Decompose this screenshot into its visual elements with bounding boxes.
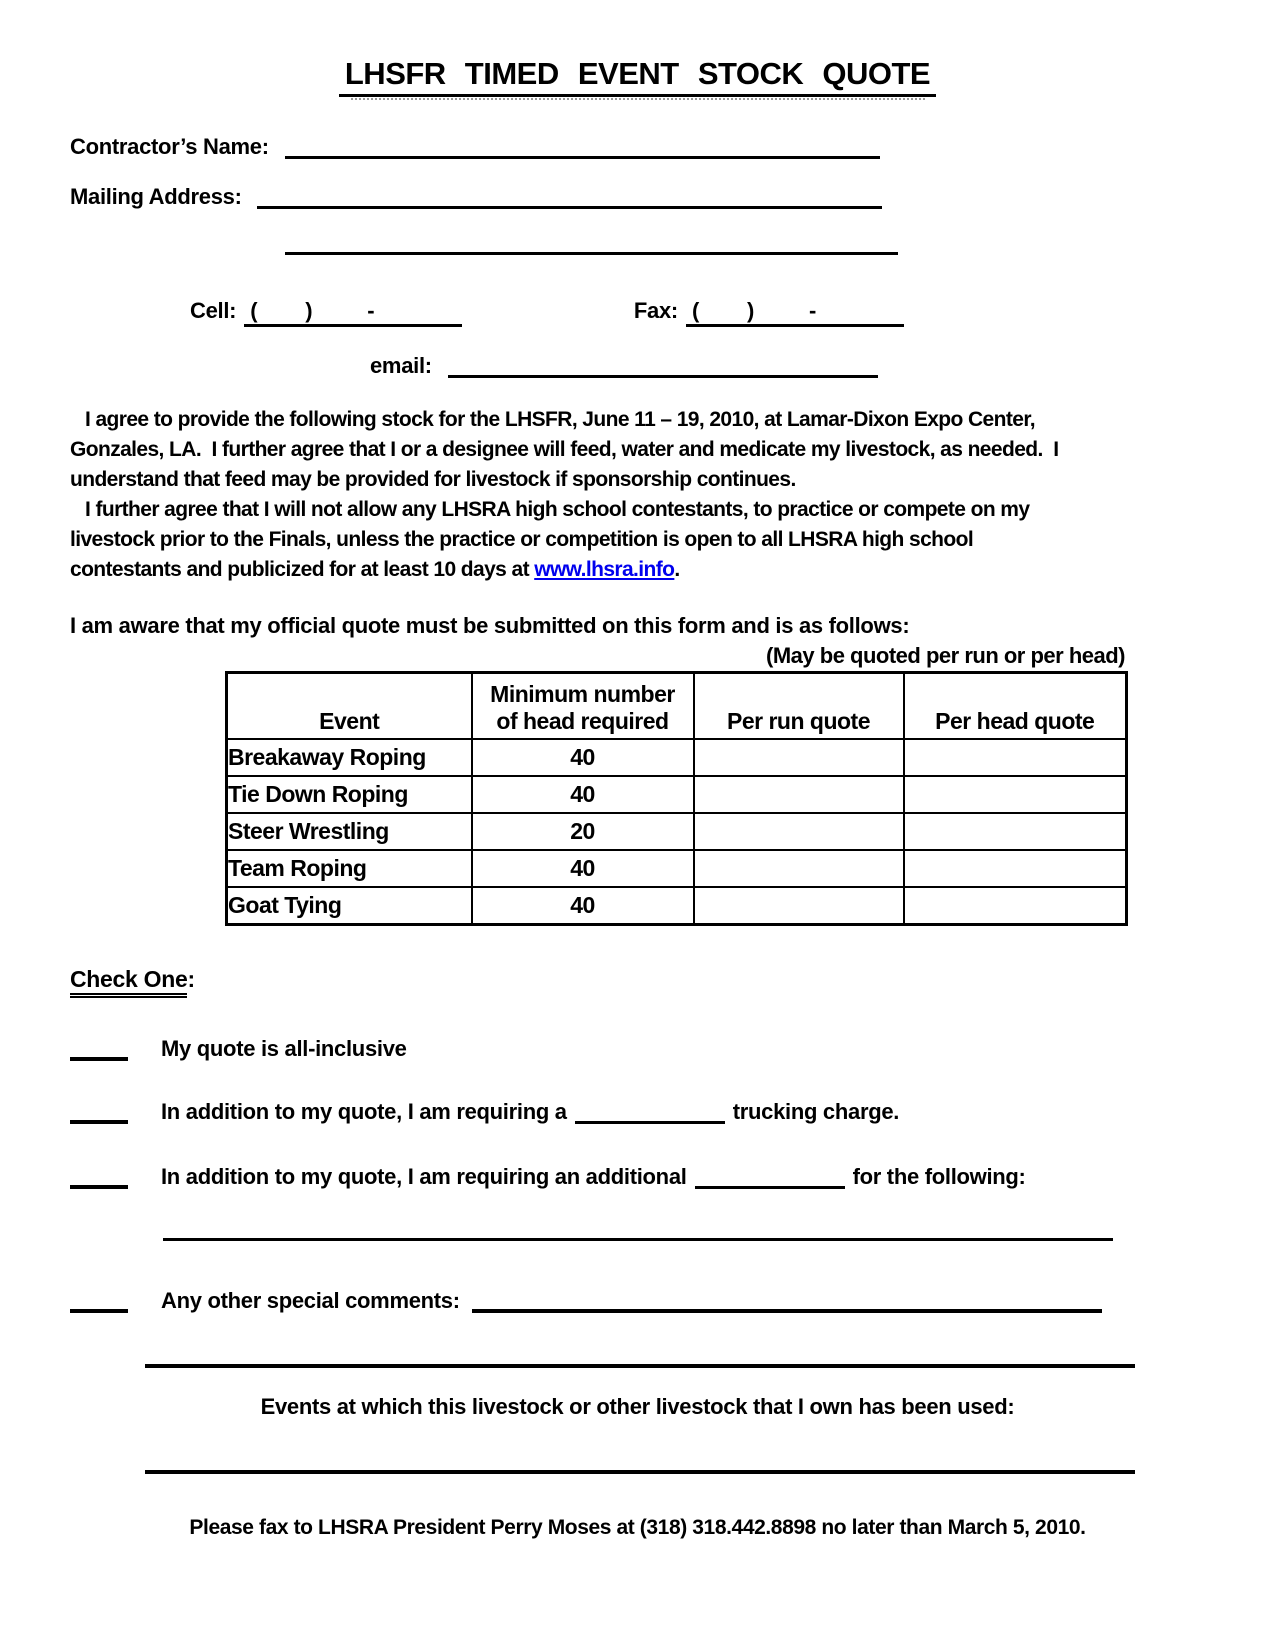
trucking-charge-blank [575,1099,725,1124]
title-underline-shadow [351,98,925,100]
stock-quote-table [225,671,1128,926]
per-head-quote-cell [904,739,1127,776]
cell-number-field [244,298,462,327]
divider-line [145,1364,1135,1368]
event-cell: Team Roping [227,850,472,887]
agreement-line-period: . [674,558,680,581]
check-option-text-after: for the following: [852,1163,1026,1189]
per-head-quote-cell [904,850,1127,887]
additional-charge-blank [695,1164,845,1189]
mailing-address-label: Mailing Address: [70,184,242,209]
check-blank-stub [70,1287,128,1313]
divider-line [145,1470,1135,1474]
agreement-line: understand that feed may be provided for livestock if sponsorship continues. [70,468,796,491]
email-label: email: [370,353,432,378]
agreement-line [70,555,1205,585]
per-head-quote-cell [904,813,1127,850]
cell-dash: - [367,298,375,323]
header-per-run: Per run quote [694,673,904,739]
lhsra-website-link[interactable]: www.lhsra.info [534,558,675,581]
min-head-cell: 40 [472,850,694,887]
check-option-text-before: In addition to my quote, I am requiring an additional [161,1163,687,1189]
table-row [227,739,1127,776]
min-head-cell: 40 [472,776,694,813]
mailing-address-field-line2 [285,230,898,255]
event-cell: Steer Wrestling [227,813,472,850]
check-option-label: My quote is all-inclusive [161,1035,407,1061]
email-field [448,353,878,378]
comments-field-line [472,1287,1102,1313]
check-option-additional-charge [70,1163,1205,1190]
mailing-address-field [257,184,882,209]
quote-statement: I am aware that my official quote must be submitted on this form and is as follows: [70,613,910,638]
event-cell: Goat Tying [227,887,472,925]
table-row [227,813,1127,850]
comments-label: Any other special comments: [161,1287,460,1313]
per-head-quote-cell [904,887,1127,925]
following-details-line [163,1238,1113,1241]
min-head-cell: 40 [472,739,694,776]
agreement-line: livestock prior to the Finals, unless the practice or competition is open to all LHSRA high school [70,528,974,551]
agreement-paragraphs [70,405,1205,585]
contractor-name-label: Contractor’s Name: [70,134,269,159]
contractor-name-field [285,134,880,159]
mailing-address-row [70,184,1205,210]
per-run-quote-cell [694,739,904,776]
header-per-head: Per head quote [904,673,1127,739]
event-cell: Tie Down Roping [227,776,472,813]
per-run-quote-cell [694,776,904,813]
per-run-quote-cell [694,887,904,925]
mailing-address-row-2 [285,230,1205,256]
header-event: Event [227,673,472,739]
cell-paren-close: ) [305,298,313,323]
header-min-head-line1: Minimum number [490,680,675,707]
check-option-all-inclusive [70,1035,1205,1062]
table-caption: (May be quoted per run or per head) [766,643,1125,668]
table-row [227,887,1127,925]
agreement-line: I further agree that I will not allow any LHSRA high school contestants, to practice or compete on my [85,498,1030,521]
fax-dash: - [809,298,817,323]
check-blank-stub [70,1035,128,1061]
check-option-comments [70,1287,1205,1314]
check-option-text-before: In addition to my quote, I am requiring a [161,1098,567,1124]
check-blank-stub [70,1098,128,1124]
contractor-name-row [70,134,1205,160]
fax-instruction: Please fax to LHSRA President Perry Moses at (318) 318.442.8898 no later than March 5, 2010. [189,1515,1086,1539]
agreement-line: I agree to provide the following stock for the LHSFR, June 11 – 19, 2010, at Lamar-Dixon Expo Center, [85,408,1035,431]
agreement-line-text: contestants and publicized for at least 10 days at [70,558,535,581]
check-blank-stub [70,1163,128,1189]
fax-paren-open: ( [691,298,699,323]
table-header-row [227,673,1127,739]
per-run-quote-cell [694,850,904,887]
check-one-heading-text: Check One [70,966,187,998]
events-used-heading: Events at which this livestock or other livestock that I own has been used: [260,1393,1015,1419]
table-row [227,776,1127,813]
per-run-quote-cell [694,813,904,850]
form-title: LHSFR TIMED EVENT STOCK QUOTE [339,56,936,97]
check-option-text-after: trucking charge. [732,1098,900,1124]
phone-row [190,298,1205,327]
fax-number-field [686,298,904,327]
email-row [370,353,1205,379]
min-head-cell: 20 [472,813,694,850]
cell-paren-open: ( [250,298,258,323]
event-cell: Breakaway Roping [227,739,472,776]
agreement-line: Gonzales, LA. I further agree that I or a designee will feed, water and medicate my livestock, as needed. I [70,438,1059,461]
header-min-head-line2: of head required [496,707,669,734]
title-block [70,56,1205,100]
check-option-trucking-charge [70,1098,1205,1125]
min-head-cell: 40 [472,887,694,925]
fax-label: Fax: [633,298,678,323]
cell-label: Cell: [190,298,237,323]
per-head-quote-cell [904,776,1127,813]
check-one-heading [70,966,1205,993]
check-one-heading-colon: : [187,965,195,992]
header-min-head [472,673,694,739]
table-row [227,850,1127,887]
fax-paren-close: ) [746,298,755,323]
